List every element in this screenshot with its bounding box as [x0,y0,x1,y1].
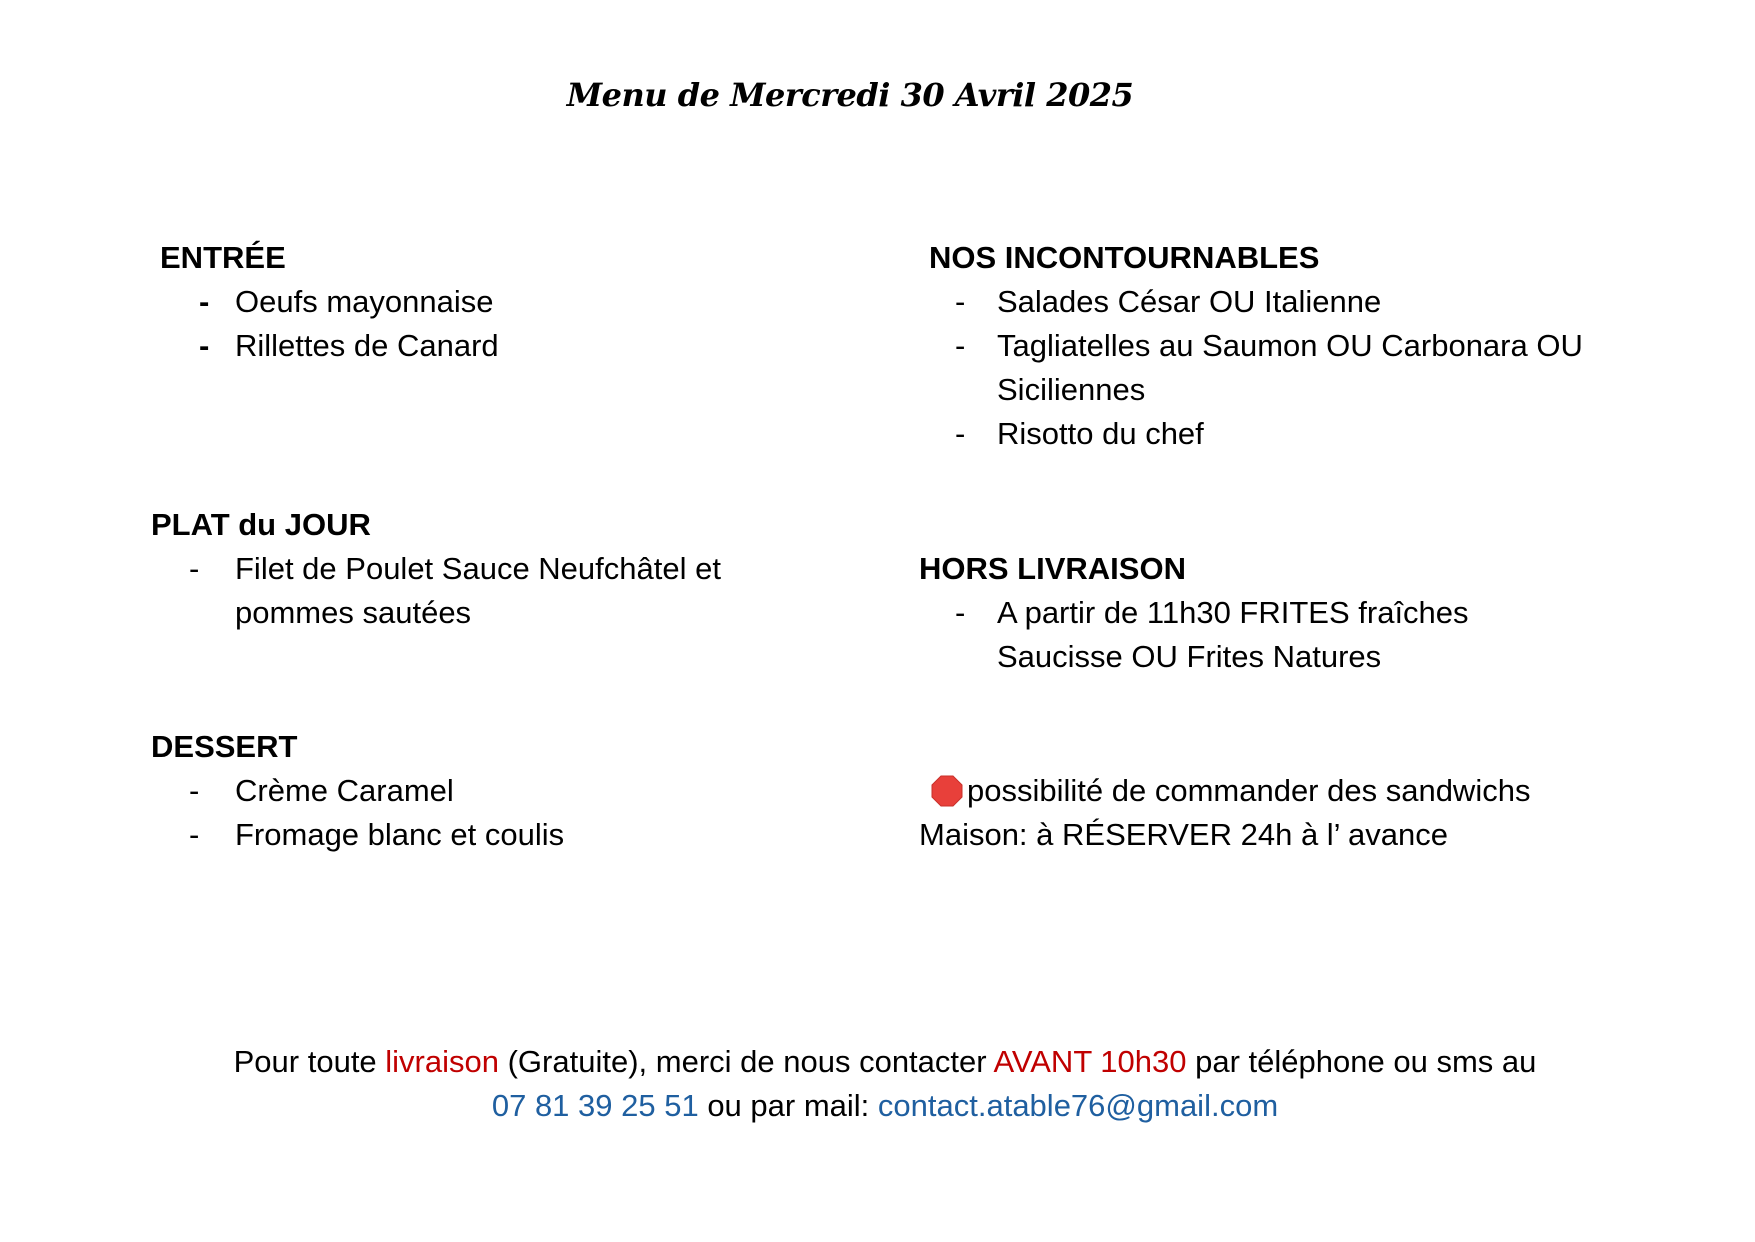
sandwich-note [919,769,1619,857]
plat-heading: PLAT du JOUR [151,507,371,542]
email-link[interactable]: contact.atable76@gmail.com [877,1088,1279,1123]
bullet-dash: - [955,328,966,363]
menu-item-text: Salades César OU Italienne [997,284,1382,319]
dessert-heading: DESSERT [151,729,298,764]
list-item [919,591,1537,679]
footer-text: par téléphone ou sms au [1186,1044,1537,1079]
hors-livraison-heading: HORS LIVRAISON [919,551,1186,586]
bullet-dash: - [955,284,966,319]
list-item [929,412,1597,456]
entree-section [160,236,795,368]
menu-item-text: Filet de Poulet Sauce Neufchâtel et pommes sautées [235,551,721,630]
stop-sign-icon [931,775,963,807]
incontournables-section [929,236,1597,456]
note-line-1 [919,769,1619,813]
note-text-2: Maison: à RÉSERVER 24h à l’ avance [919,817,1448,852]
list-item [929,324,1597,412]
list-item [151,813,795,857]
menu-item-text: Fromage blanc et coulis [235,817,565,852]
deadline-highlight: AVANT 10h30 [993,1044,1187,1079]
entree-heading: ENTRÉE [160,240,286,275]
list-item [151,769,795,813]
bullet-dash: - [955,416,966,451]
bullet-dash: - [955,595,966,630]
incontournables-heading: NOS INCONTOURNABLES [929,240,1320,275]
contact-footer [0,1040,1755,1128]
footer-text: ou par mail: [698,1088,878,1123]
footer-text: Pour toute [233,1044,386,1079]
footer-text: (Gratuite), merci de nous contacter [499,1044,994,1079]
list-item [160,280,795,324]
bullet-dash: - [189,551,200,586]
bullet-dash: - [189,773,200,808]
livraison-highlight: livraison [385,1044,499,1079]
menu-item-text: Oeufs mayonnaise [235,284,494,319]
note-text-1: possibilité de commander des sandwichs [967,773,1531,808]
page-title: Menu de Mercredi 30 Avril 2025 [566,76,1134,114]
hors-livraison-section [919,547,1537,679]
phone-link[interactable]: 07 81 39 25 51 [491,1088,699,1123]
dessert-section [151,725,795,857]
menu-item-text: Tagliatelles au Saumon OU Carbonara OU Siciliennes [997,328,1583,407]
list-item [151,547,805,635]
menu-item-text: A partir de 11h30 FRITES fraîches Saucisse OU Frites Natures [997,595,1469,674]
menu-item-text: Risotto du chef [997,416,1204,451]
bullet-dash: - [199,328,210,363]
list-item [160,324,795,368]
menu-item-text: Rillettes de Canard [235,328,499,363]
list-item [929,280,1597,324]
bullet-dash: - [199,284,210,319]
menu-item-text: Crème Caramel [235,773,454,808]
plat-section [151,503,805,635]
bullet-dash: - [189,817,200,852]
